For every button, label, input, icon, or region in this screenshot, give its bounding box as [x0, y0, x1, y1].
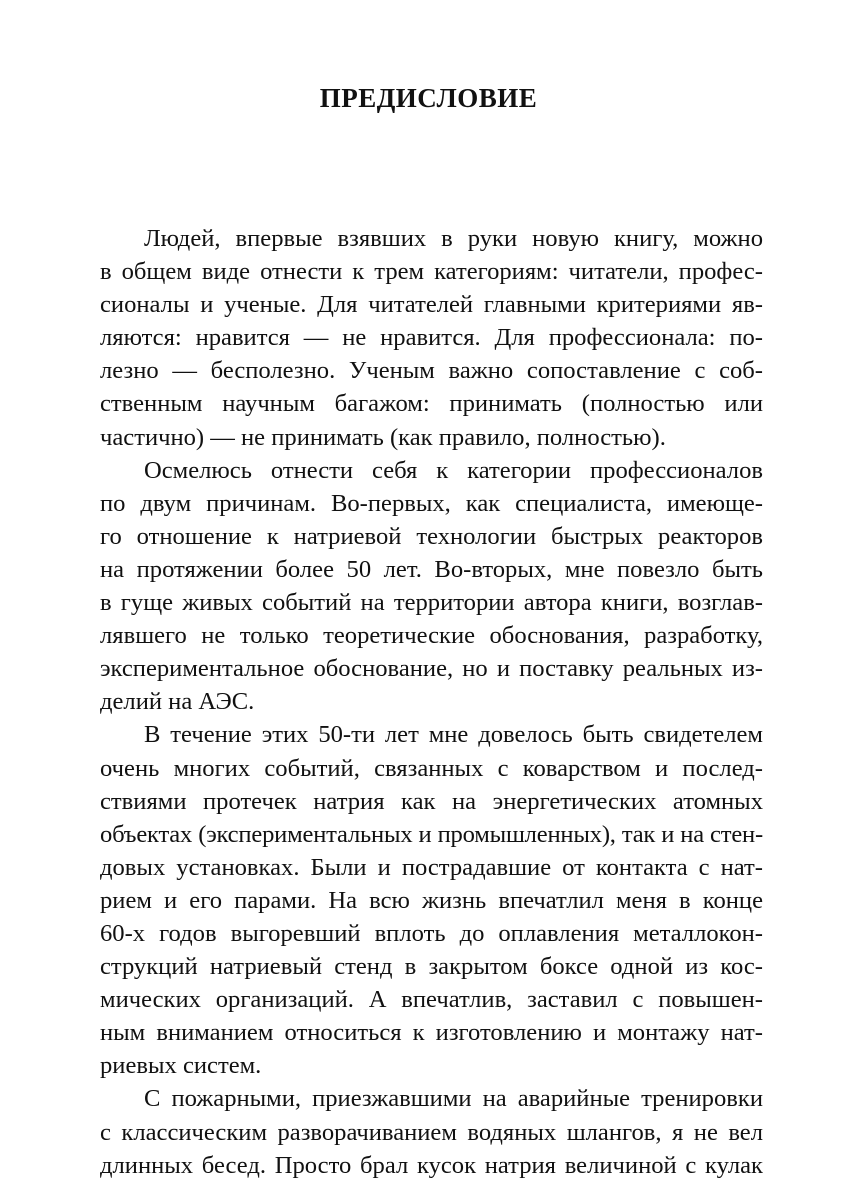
text-line: Людей, впервые взявших в руки новую книгу, можно [144, 225, 763, 252]
text-line: делий на АЭС. [100, 688, 255, 716]
text-line: С пожарными, приезжавшими на аварийные тренировки [144, 1085, 763, 1113]
text-line: с классическим разворачиванием водяных шлангов, я не вел [100, 1118, 763, 1146]
text-line: довых установках. Были и пострадавшие от контакта с нат- [100, 853, 763, 881]
text-line: ствиями протечек натрия как на энергетических атомных [100, 787, 763, 815]
text-line: частично) — не принимать (как правило, полностью). [100, 423, 666, 451]
text-line: ляются: нравится — не нравится. Для профессионала: по- [100, 324, 763, 352]
text-line: лявшего не только теоретические обоснования, разработку, [100, 622, 763, 650]
text-line: сионалы и ученые. Для читателей главными критериями яв- [100, 291, 763, 319]
text-line: экспериментальное обоснование, но и поставку реальных из- [100, 655, 763, 683]
text-line: по двум причинам. Во-первых, как специалиста, имеюще- [100, 489, 763, 517]
text-line: го отношение к натриевой технологии быстрых реакторов [100, 522, 763, 550]
text-line: объектах (экспериментальных и промышленных), так и на стен- [100, 820, 763, 848]
page-title: ПРЕДИСЛОВИЕ [319, 83, 538, 113]
text-line: длинных бесед. Просто брал кусок натрия величиной с кулак [100, 1151, 763, 1179]
paragraph-2 [100, 454, 763, 719]
text-line: мических организаций. А впечатлив, заставил с повышен- [100, 986, 763, 1014]
paragraph-4 [100, 1082, 763, 1181]
text-line: В течение этих 50-ти лет мне довелось быть свидетелем [144, 721, 763, 749]
body-text [100, 222, 763, 1182]
text-line: в общем виде отнести к трем категориям: читатели, профес- [100, 258, 763, 286]
text-line: ственным научным багажом: принимать (полностью или [100, 390, 763, 418]
text-line: в гуще живых событий на территории автора книги, возглав- [100, 589, 763, 617]
text-line: рием и его парами. На всю жизнь впечатлил меня в конце [100, 886, 763, 914]
text-line: на протяжении более 50 лет. Во-вторых, мне повезло быть [100, 555, 763, 583]
text-line: риевых систем. [100, 1052, 262, 1080]
text-line: ным вниманием относиться к изготовлению и монтажу нат- [100, 1019, 763, 1047]
text-line: очень многих событий, связанных с коварством и послед- [100, 754, 763, 782]
paragraph-1 [100, 222, 763, 454]
text-line: лезно — бесполезно. Ученым важно сопоставление с соб- [100, 357, 763, 385]
text-line: струкций натриевый стенд в закрытом боксе одной из кос- [100, 953, 763, 981]
paragraph-3 [100, 718, 763, 1082]
text-line: Осмелюсь отнести себя к категории профессионалов [144, 456, 763, 484]
text-line: 60-х годов выгоревший вплоть до оплавления металлокон- [100, 919, 763, 947]
